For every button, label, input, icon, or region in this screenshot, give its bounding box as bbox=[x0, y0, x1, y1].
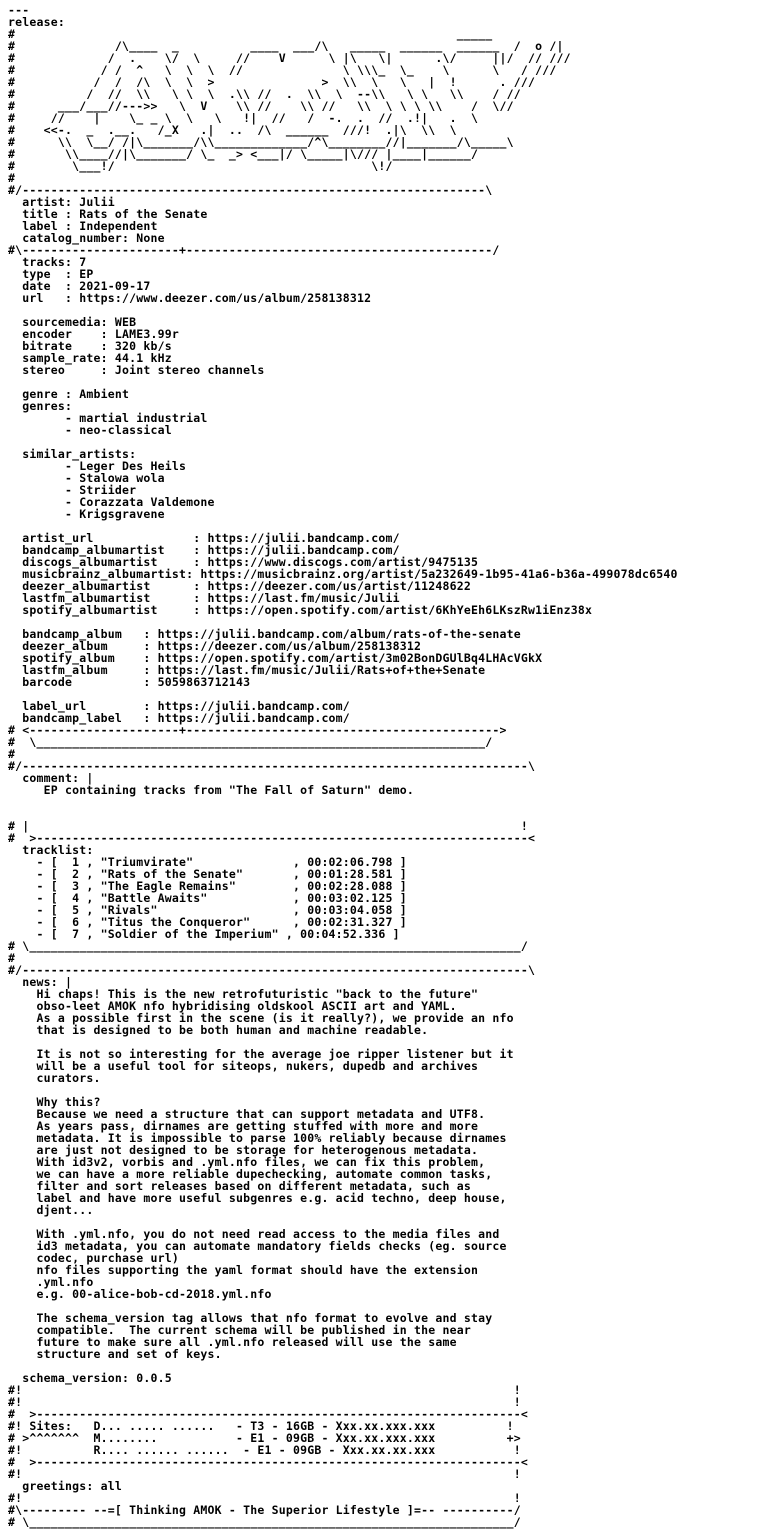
nfo-line: The schema_version tag allows that nfo format to evolve and stay bbox=[8, 1311, 493, 1325]
nfo-line: - [ 3 , "The Eagle Remains" , 00:02:28.088 ] bbox=[8, 879, 407, 893]
nfo-line: sample_rate: 44.1 kHz bbox=[8, 351, 172, 365]
nfo-line: id3 metadata, you can automate mandatory fields checks (eg. source bbox=[8, 1239, 507, 1253]
nfo-line: that is designed to be both human and machine readable. bbox=[8, 1023, 429, 1037]
nfo-line: # /\____ _ ____ ___/\ _____ ______ ______ / o /| bbox=[8, 39, 564, 53]
nfo-line: #/-----------------------------------------------------------------------\ bbox=[8, 963, 536, 977]
nfo-line: bitrate : 320 kb/s bbox=[8, 339, 172, 353]
nfo-line: bandcamp_label : https://julii.bandcamp.com/ bbox=[8, 711, 350, 725]
nfo-line: encoder : LAME3.99r bbox=[8, 327, 179, 341]
nfo-line: musicbrainz_albumartist: https://musicbrainz.org/artist/5a232649-1b95-41a6-b36a-499078dc6540 bbox=[8, 567, 678, 581]
nfo-line: - [ 2 , "Rats of the Senate" , 00:01:28.581 ] bbox=[8, 867, 407, 881]
nfo-line: tracklist: bbox=[8, 843, 94, 857]
nfo-line: #! Sites: D... ..... ...... - T3 - 16GB - Xxx.xx.xxx.xxx ! bbox=[8, 1419, 514, 1433]
nfo-line: greetings: all bbox=[8, 1479, 122, 1493]
nfo-line: # \____________________________________________________________________/ bbox=[8, 1515, 521, 1529]
nfo-line: will be a useful tool for siteops, nukers, dupedb and archives bbox=[8, 1059, 479, 1073]
nfo-line: # \\ \__/ /|\_______/\\_____________/^\________//|_______/\_____\ bbox=[8, 135, 514, 149]
nfo-line: # / // \\ \ \ \ .\\ // . \\ \ --\\ \ \ \\ / // bbox=[8, 87, 521, 101]
nfo-line: - martial industrial bbox=[8, 411, 208, 425]
nfo-line: #! R.... ...... ...... - E1 - 09GB - Xxx.xx.xx.xxx ! bbox=[8, 1443, 521, 1457]
nfo-line: sourcemedia: WEB bbox=[8, 315, 137, 329]
nfo-line: date : 2021-09-17 bbox=[8, 279, 151, 293]
nfo-line: #\----------------------+-------------------------------------------/ bbox=[8, 243, 500, 257]
nfo-line: As years pass, dirnames are getting stuffed with more and more bbox=[8, 1119, 479, 1133]
nfo-line: # <<-. _ .__. /_X .| .. /\ ______ ///! .|\ \\ \ bbox=[8, 123, 457, 137]
nfo-line: artist: Julii bbox=[8, 195, 115, 209]
nfo-line: nfo files supporting the yaml format should have the extension bbox=[8, 1263, 479, 1277]
nfo-line: .yml.nfo bbox=[8, 1275, 94, 1289]
nfo-line: lastfm_albumartist : https://last.fm/music/Julii bbox=[8, 591, 400, 605]
nfo-line: lastfm_album : https://last.fm/music/Julii/Rats+of+the+Senate bbox=[8, 663, 486, 677]
nfo-line: future to make sure all .yml.nfo released will use the same bbox=[8, 1335, 457, 1349]
nfo-line: # \\____//|\_______/ \_ _> <___|/ \_____|\/// |____|______/ bbox=[8, 147, 479, 161]
nfo-line: # | ! bbox=[8, 819, 529, 833]
nfo-line: barcode : 5059863712143 bbox=[8, 675, 251, 689]
nfo-line: spotify_albumartist : https://open.spotify.com/artist/6KhYeEh6LKszRw1iEnz38x bbox=[8, 603, 593, 617]
nfo-line: Hi chaps! This is the new retrofuturistic "back to the future" bbox=[8, 987, 479, 1001]
nfo-line: type : EP bbox=[8, 267, 94, 281]
nfo-line: label : Independent bbox=[8, 219, 158, 233]
nfo-line: discogs_albumartist : https://www.discogs.com/artist/9475135 bbox=[8, 555, 479, 569]
nfo-line: release: bbox=[8, 15, 65, 29]
nfo-line: # bbox=[8, 747, 16, 761]
nfo-line: - Krigsgravene bbox=[8, 507, 165, 521]
nfo-line: filter and sort releases based on different metadata, such as bbox=[8, 1179, 472, 1193]
nfo-line: - Stalowa wola bbox=[8, 471, 165, 485]
nfo-line: deezer_album : https://deezer.com/us/album/258138312 bbox=[8, 639, 422, 653]
nfo-line: url : https://www.deezer.com/us/album/258138312 bbox=[8, 291, 372, 305]
nfo-line: label and have more useful subgenres e.g. acid techno, deep house, bbox=[8, 1191, 507, 1205]
nfo-line: # <---------------------+--------------------------------------------> bbox=[8, 723, 507, 737]
nfo-line: title : Rats of the Senate bbox=[8, 207, 208, 221]
nfo-line: catalog_number: None bbox=[8, 231, 165, 245]
nfo-line: deezer_albumartist : https://deezer.com/us/artist/11248622 bbox=[8, 579, 472, 593]
nfo-line: - [ 1 , "Triumvirate" , 00:02:06.798 ] bbox=[8, 855, 407, 869]
nfo-line: # // | \_ _ \ \ \ !| // / -. . // .!| . \ bbox=[8, 111, 479, 125]
nfo-line: #! ! bbox=[8, 1491, 521, 1505]
nfo-line: #/-----------------------------------------------------------------\ bbox=[8, 183, 493, 197]
nfo-line: genres: bbox=[8, 399, 73, 413]
nfo-line: #\--------- --=[ Thinking AMOK - The Superior Lifestyle ]=-- ----------/ bbox=[8, 1503, 521, 1517]
nfo-line: With .yml.nfo, you do not need read access to the media files and bbox=[8, 1227, 500, 1241]
nfo-line: structure and set of keys. bbox=[8, 1347, 222, 1361]
nfo-line: news: | bbox=[8, 975, 73, 989]
nfo-line: - Corazzata Valdemone bbox=[8, 495, 215, 509]
nfo-line: - [ 4 , "Battle Awaits" , 00:03:02.125 ] bbox=[8, 891, 407, 905]
nfo-line: spotify_album : https://open.spotify.com/artist/3m02BonDGUlBq4LHAcVGkX bbox=[8, 651, 543, 665]
nfo-line: schema_version: 0.0.5 bbox=[8, 1371, 172, 1385]
nfo-line: - [ 5 , "Rivals" , 00:03:04.058 ] bbox=[8, 903, 407, 917]
nfo-line: codec, purchase url) bbox=[8, 1251, 179, 1265]
nfo-line: genre : Ambient bbox=[8, 387, 130, 401]
nfo-line: With id3v2, vorbis and .yml.nfo files, we can fix this problem, bbox=[8, 1155, 486, 1169]
nfo-line: # \_______________________________________________________________/ bbox=[8, 735, 493, 749]
nfo-line: label_url : https://julii.bandcamp.com/ bbox=[8, 699, 350, 713]
nfo-line: - neo-classical bbox=[8, 423, 172, 437]
nfo-line: # \_____________________________________________________________________/ bbox=[8, 939, 529, 953]
nfo-line: comment: | bbox=[8, 771, 94, 785]
nfo-line: we can have a more reliable dupechecking, automate common tasks, bbox=[8, 1167, 493, 1181]
nfo-line: obso-leet AMOK nfo hybridising oldskool ASCII art and YAML. bbox=[8, 999, 457, 1013]
nfo-line: As a possible first in the scene (is it really?), we provide an nfo bbox=[8, 1011, 514, 1025]
nfo-line: curators. bbox=[8, 1071, 101, 1085]
nfo-line: # >^^^^^^^ M........ - E1 - 09GB - Xxx.xx.xxx.xxx +> bbox=[8, 1431, 521, 1445]
nfo-line: --- bbox=[8, 3, 30, 17]
nfo-line: #! ! bbox=[8, 1395, 521, 1409]
nfo-line: # bbox=[8, 171, 16, 185]
nfo-line: are just not designed to be storage for heterogenous metadata. bbox=[8, 1143, 479, 1157]
nfo-line: - [ 7 , "Soldier of the Imperium" , 00:04:52.336 ] bbox=[8, 927, 400, 941]
nfo-line: # / / ^ \ \ \ // \ \\\_ \_ \ \ / /// bbox=[8, 63, 557, 77]
nfo-line: tracks: 7 bbox=[8, 255, 87, 269]
nfo-line: #! ! bbox=[8, 1383, 521, 1397]
nfo-line: # _____ bbox=[8, 27, 493, 41]
nfo-line: - Leger Des Heils bbox=[8, 459, 187, 473]
nfo-line: # bbox=[8, 951, 16, 965]
nfo-line: # >---------------------------------------------------------------------< bbox=[8, 831, 536, 845]
nfo-line: It is not so interesting for the average joe ripper listener but it bbox=[8, 1047, 514, 1061]
nfo-line: bandcamp_album : https://julii.bandcamp.com/album/rats-of-the-senate bbox=[8, 627, 521, 641]
nfo-line: # / / /\ \ \ > > \\ \ \ | ! . /// bbox=[8, 75, 536, 89]
nfo-line: # ___/___//--->> \ V \\ // \\ // \\ \ \ \ \\ / \// bbox=[8, 99, 514, 113]
nfo-line: artist_url : https://julii.bandcamp.com/ bbox=[8, 531, 400, 545]
nfo-line: stereo : Joint stereo channels bbox=[8, 363, 265, 377]
nfo-line: # / . \/ \ // V \ |\ \| .\/ ||/ // /// bbox=[8, 51, 571, 65]
nfo-line: similar_artists: bbox=[8, 447, 137, 461]
nfo-line: bandcamp_albumartist : https://julii.bandcamp.com/ bbox=[8, 543, 400, 557]
nfo-line: - Striider bbox=[8, 483, 137, 497]
nfo-line: Why this? bbox=[8, 1095, 101, 1109]
nfo-line: #! ! bbox=[8, 1467, 521, 1481]
nfo-line: djent... bbox=[8, 1203, 94, 1217]
nfo-line: # \___!/ \!/ bbox=[8, 159, 393, 173]
nfo-line: - [ 6 , "Titus the Conqueror" , 00:02:31.327 ] bbox=[8, 915, 407, 929]
nfo-line: Because we need a structure that can support metadata and UTF8. bbox=[8, 1107, 486, 1121]
nfo-line: #/-----------------------------------------------------------------------\ bbox=[8, 759, 536, 773]
nfo-line: metadata. It is impossible to parse 100% reliably because dirnames bbox=[8, 1131, 507, 1145]
nfo-line: compatible. The current schema will be published in the near bbox=[8, 1323, 472, 1337]
nfo-line: # >--------------------------------------------------------------------< bbox=[8, 1407, 529, 1421]
nfo-line: # >--------------------------------------------------------------------< bbox=[8, 1455, 529, 1469]
nfo-line: EP containing tracks from "The Fall of Saturn" demo. bbox=[8, 783, 415, 797]
nfo-line: e.g. 00-alice-bob-cd-2018.yml.nfo bbox=[8, 1287, 272, 1301]
